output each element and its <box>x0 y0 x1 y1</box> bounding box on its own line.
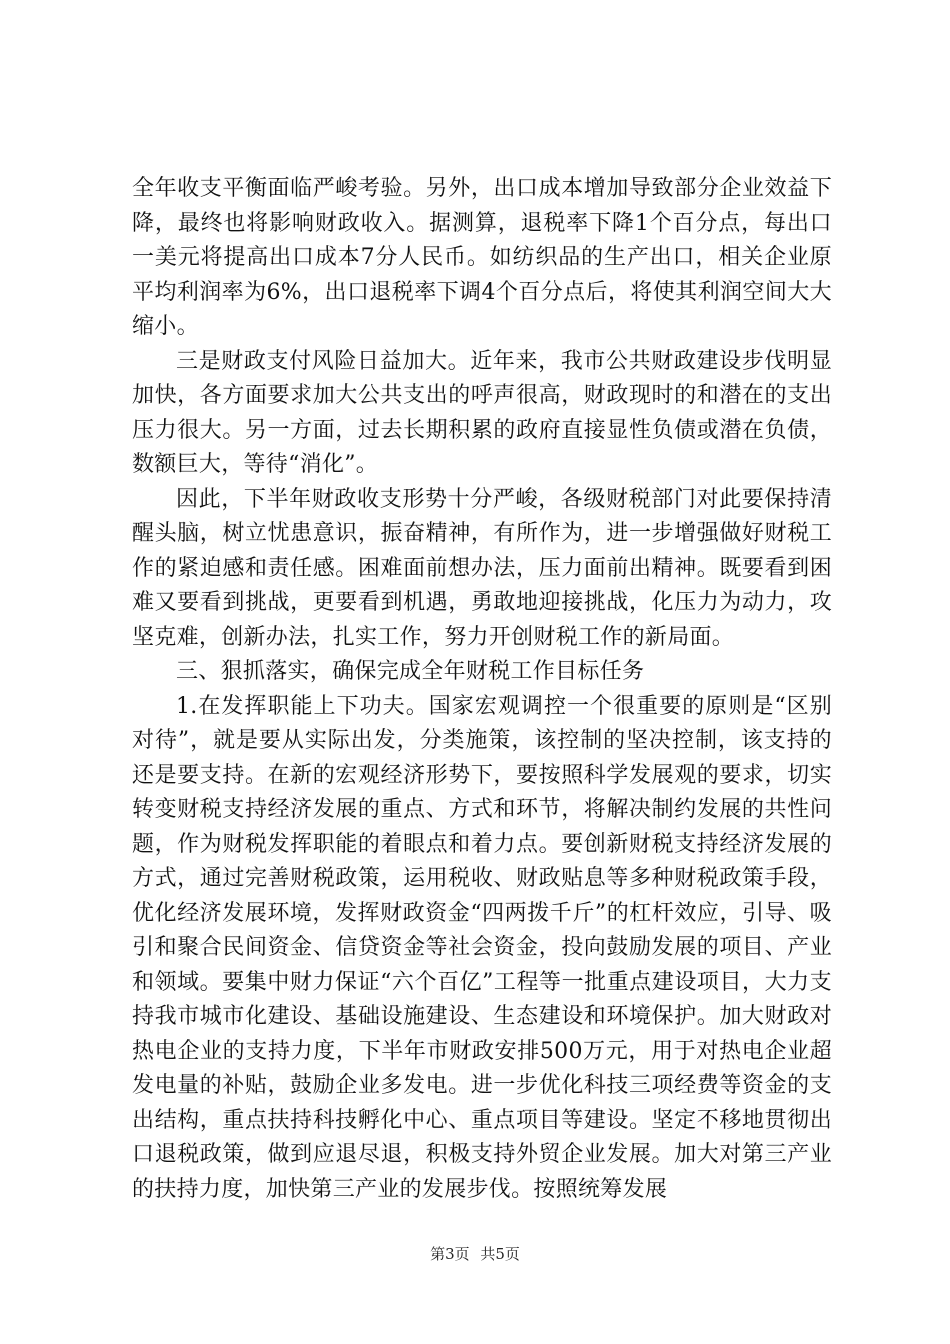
paragraph-fiscal-risk: 三是财政支付风险日益加大。近年来，我市公共财政建设步伐明显加快，各方面要求加大公共支出的呼声很高，财政现时的和潜在的支出压力很大。另一方面，过去长期积累的政府直接显性负债或潜在负债，数额巨大，等待“消化”。 <box>132 348 832 477</box>
paragraph-item-1: 1.在发挥职能上下功夫。国家宏观调控一个很重要的原则是“区别对待”，就是要从实际出发，分类施策，该控制的坚决控制，该支持的还是要支持。在新的宏观经济形势下，要按照科学发展观的要求，切实转变财税支持经济发展的重点、方式和环节，将解决制约发展的共性问题，作为财税发挥职能的着眼点和着力点。要创新财税支持经济发展的方式，通过完善财税政策，运用税收、财政贴息等多种财税政策手段，优化经济发展环境，发挥财政资金“四两拨千斤”的杠杆效应，引导、吸引和聚合民间资金、信贷资金等社会资金，投向鼓励发展的项目、产业和领域。要集中财力保证“六个百亿”工程等一批重点建设项目，大力支持我市城市化建设、基础设施建设、生态建设和环境保护。加大财政对热电企业的支持力度，下半年市财政安排500万元，用于对热电企业超发电量的补贴，鼓励企业多发电。进一步优化科技三项经费等资金的支出结构，重点扶持科技孵化中心、重点项目等建设。坚定不移地贯彻出口退税政策，做到应退尽退，积极支持外贸企业发展。加大对第三产业的扶持力度，加快第三产业的发展步伐。按照统筹发展 <box>132 693 832 1202</box>
paragraph-continuation: 全年收支平衡面临严峻考验。另外，出口成本增加导致部分企业效益下降，最终也将影响财政收入。据测算，退税率下降1个百分点，每出口一美元将提高出口成本7分人民币。如纺织品的生产出口，相关企业原平均利润率为6%，出口退税率下调4个百分点后，将使其利润空间大大缩小。 <box>132 176 832 339</box>
page-number: 第3页 <box>430 1245 470 1263</box>
paragraph-situation: 因此，下半年财政收支形势十分严峻，各级财税部门对此要保持清醒头脑，树立忧患意识，振奋精神，有所作为，进一步增强做好财税工作的紧迫感和责任感。困难面前想办法，压力面前出精神。既要看到困难又要看到挑战，更要看到机遇，勇敢地迎接挑战，化压力为动力，攻坚克难，创新办法，扎实工作，努力开创财税工作的新局面。 <box>132 486 832 650</box>
section-heading: 三、狠抓落实，确保完成全年财税工作目标任务 <box>176 659 645 684</box>
page-footer <box>0 1244 950 1264</box>
document-body <box>132 172 832 1207</box>
page-total: 共5页 <box>480 1245 520 1263</box>
